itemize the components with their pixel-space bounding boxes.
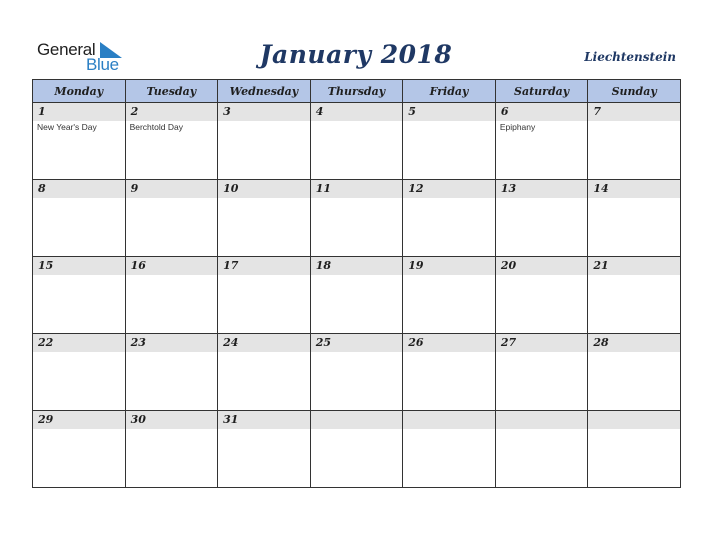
day-number: 16 <box>126 257 218 275</box>
day-number: 24 <box>218 334 310 352</box>
holiday-label <box>311 275 403 276</box>
weekday-header: Saturday <box>495 80 588 103</box>
day-number: 4 <box>311 103 403 121</box>
weekday-header: Friday <box>403 80 496 103</box>
holiday-label: New Year's Day <box>37 122 97 132</box>
holiday-label <box>218 121 310 122</box>
holiday-label <box>311 429 403 430</box>
holiday-label <box>403 275 495 276</box>
holiday-label <box>218 198 310 199</box>
holiday-label <box>588 275 680 276</box>
day-cell[interactable] <box>33 411 126 488</box>
day-cell[interactable] <box>310 411 403 488</box>
weekday-header: Sunday <box>588 80 681 103</box>
day-number: 3 <box>218 103 310 121</box>
day-cell[interactable] <box>588 180 681 257</box>
day-number: 21 <box>588 257 680 275</box>
holiday-label <box>403 352 495 353</box>
calendar-title: January 2018 <box>259 40 453 69</box>
holiday-label <box>218 352 310 353</box>
day-cell[interactable] <box>310 103 403 180</box>
holiday-label <box>311 198 403 199</box>
day-cell[interactable] <box>403 257 496 334</box>
week-row <box>33 411 681 488</box>
day-number <box>496 411 588 429</box>
day-cell[interactable] <box>588 334 681 411</box>
day-number: 17 <box>218 257 310 275</box>
day-cell[interactable] <box>403 411 496 488</box>
day-cell[interactable] <box>588 411 681 488</box>
calendar-grid <box>32 79 681 488</box>
holiday-label <box>588 429 680 430</box>
holiday-label <box>218 275 310 276</box>
day-cell[interactable] <box>588 103 681 180</box>
day-cell[interactable] <box>310 334 403 411</box>
holiday-label <box>588 121 680 122</box>
holiday-label <box>496 198 588 199</box>
holiday-label: Berchtold Day <box>129 122 183 132</box>
day-cell[interactable] <box>218 103 311 180</box>
day-number: 22 <box>33 334 125 352</box>
day-number <box>311 411 403 429</box>
day-number: 12 <box>403 180 495 198</box>
day-number: 8 <box>33 180 125 198</box>
day-number: 29 <box>33 411 125 429</box>
weekday-header: Tuesday <box>125 80 218 103</box>
day-number: 11 <box>311 180 403 198</box>
day-number: 9 <box>126 180 218 198</box>
day-cell[interactable] <box>33 257 126 334</box>
day-number: 7 <box>588 103 680 121</box>
day-number: 19 <box>403 257 495 275</box>
country-label: Liechtenstein <box>584 50 676 64</box>
day-cell[interactable] <box>310 257 403 334</box>
day-number: 31 <box>218 411 310 429</box>
holiday-label <box>33 352 125 353</box>
day-number: 26 <box>403 334 495 352</box>
day-number: 18 <box>311 257 403 275</box>
holiday-label <box>496 429 588 430</box>
holiday-label <box>403 121 495 122</box>
day-cell[interactable] <box>495 257 588 334</box>
holiday-label: Epiphany <box>499 122 536 132</box>
holiday-label <box>588 352 680 353</box>
day-cell[interactable] <box>495 334 588 411</box>
week-row <box>33 334 681 411</box>
holiday-label <box>403 198 495 199</box>
week-row <box>33 103 681 180</box>
day-cell[interactable] <box>588 257 681 334</box>
day-cell[interactable] <box>403 103 496 180</box>
day-cell[interactable] <box>125 411 218 488</box>
day-cell[interactable] <box>33 180 126 257</box>
day-cell[interactable] <box>218 411 311 488</box>
logo-text-blue: Blue <box>86 55 119 74</box>
day-cell[interactable] <box>495 411 588 488</box>
holiday-label <box>126 198 218 199</box>
holiday-label <box>403 429 495 430</box>
day-cell[interactable] <box>125 103 218 180</box>
day-cell[interactable] <box>403 180 496 257</box>
day-number: 28 <box>588 334 680 352</box>
day-number: 5 <box>403 103 495 121</box>
day-cell[interactable] <box>33 103 126 180</box>
day-number: 20 <box>496 257 588 275</box>
holiday-label <box>33 198 125 199</box>
weekday-header-row <box>33 80 681 103</box>
holiday-label <box>311 352 403 353</box>
day-number <box>403 411 495 429</box>
day-cell[interactable] <box>125 334 218 411</box>
week-row <box>33 180 681 257</box>
day-cell[interactable] <box>125 180 218 257</box>
day-number: 15 <box>33 257 125 275</box>
weekday-header: Wednesday <box>218 80 311 103</box>
holiday-label <box>126 352 218 353</box>
day-number: 2 <box>126 103 218 121</box>
holiday-label <box>496 352 588 353</box>
day-number: 23 <box>126 334 218 352</box>
day-cell[interactable] <box>403 334 496 411</box>
holiday-label <box>588 198 680 199</box>
holiday-label <box>126 429 218 430</box>
day-number: 25 <box>311 334 403 352</box>
day-cell[interactable] <box>33 334 126 411</box>
day-number: 30 <box>126 411 218 429</box>
weekday-header: Thursday <box>310 80 403 103</box>
day-cell[interactable] <box>495 103 588 180</box>
day-cell[interactable] <box>310 180 403 257</box>
weekday-header: Monday <box>33 80 126 103</box>
day-number: 6 <box>496 103 588 121</box>
holiday-label <box>126 275 218 276</box>
holiday-label <box>33 275 125 276</box>
logo-text-general: General <box>37 40 96 59</box>
day-number: 13 <box>496 180 588 198</box>
day-cell[interactable] <box>218 180 311 257</box>
day-number: 1 <box>33 103 125 121</box>
day-number: 14 <box>588 180 680 198</box>
day-cell[interactable] <box>218 334 311 411</box>
day-cell[interactable] <box>495 180 588 257</box>
week-row <box>33 257 681 334</box>
holiday-label <box>496 275 588 276</box>
holiday-label <box>33 429 125 430</box>
day-cell[interactable] <box>218 257 311 334</box>
holiday-label <box>311 121 403 122</box>
day-number: 10 <box>218 180 310 198</box>
holiday-label <box>218 429 310 430</box>
day-number <box>588 411 680 429</box>
day-cell[interactable] <box>125 257 218 334</box>
day-number: 27 <box>496 334 588 352</box>
